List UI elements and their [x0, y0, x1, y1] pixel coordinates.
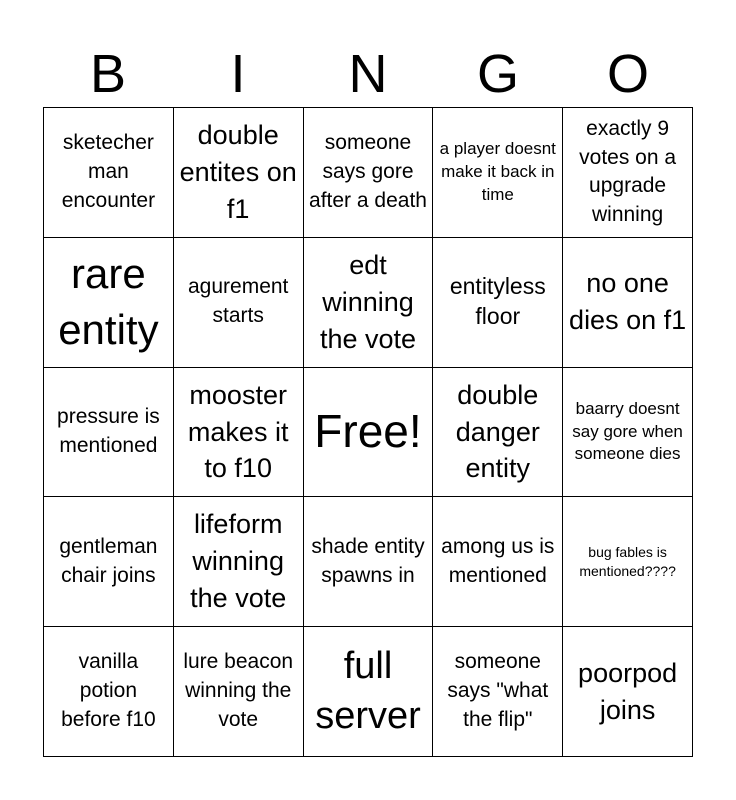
header-letter-n: N [348, 44, 388, 104]
bingo-cell[interactable] [563, 368, 693, 498]
cell-text: edt winning the vote [319, 249, 417, 354]
bingo-cell[interactable] [563, 497, 693, 627]
bingo-board [43, 107, 693, 757]
bingo-cell[interactable] [174, 627, 304, 757]
cell-text: double danger entity [455, 379, 540, 484]
cell-text: double entites on f1 [179, 119, 297, 224]
cell-text: full server [315, 645, 421, 737]
cell-text: a player doesnt make it back in time [439, 138, 556, 204]
bingo-cell[interactable] [174, 497, 304, 627]
bingo-cell[interactable] [433, 627, 563, 757]
cell-text: exactly 9 votes on a upgrade winning [579, 116, 677, 227]
cell-text: among us is mentioned [441, 535, 555, 587]
bingo-cell[interactable] [44, 108, 174, 238]
cell-text: sketecher man encounter [61, 131, 156, 212]
bingo-cell[interactable] [174, 108, 304, 238]
bingo-cell[interactable] [44, 238, 174, 368]
bingo-cell[interactable] [433, 108, 563, 238]
cell-text: entityless floor [449, 273, 546, 330]
cell-text: someone says "what the flip" [447, 650, 549, 731]
cell-text: pressure is mentioned [57, 405, 160, 457]
bingo-cell[interactable] [563, 108, 693, 238]
bingo-cell[interactable] [433, 238, 563, 368]
header-letter-i: I [230, 44, 246, 104]
cell-text: gentleman chair joins [59, 535, 158, 587]
cell-text: lifeform winning the vote [190, 509, 287, 614]
bingo-cell[interactable] [174, 368, 304, 498]
header-letter-g: G [476, 44, 519, 104]
free-space-label: Free! [314, 405, 422, 458]
cell-text: shade entity spawns in [311, 535, 425, 587]
bingo-cell[interactable] [174, 238, 304, 368]
bingo-cell[interactable] [433, 497, 563, 627]
bingo-cell[interactable] [304, 497, 434, 627]
free-space[interactable] [304, 368, 434, 498]
bingo-cell[interactable] [563, 627, 693, 757]
bingo-cell[interactable] [304, 627, 434, 757]
cell-text: poorpod joins [578, 657, 678, 725]
bingo-cell[interactable] [44, 368, 174, 498]
cell-text: rare entity [58, 249, 159, 354]
bingo-cell[interactable] [304, 238, 434, 368]
cell-text: mooster makes it to f10 [187, 379, 289, 484]
cell-text: lure beacon winning the vote [183, 650, 294, 731]
cell-text: someone says gore after a death [309, 131, 427, 212]
bingo-cell[interactable] [563, 238, 693, 368]
bingo-header [43, 40, 693, 108]
bingo-cell[interactable] [44, 497, 174, 627]
cell-text: bug fables is mentioned???? [579, 543, 676, 579]
header-letter-o: O [606, 44, 649, 104]
cell-text: baarry doesnt say gore when someone dies [572, 398, 683, 464]
bingo-cell[interactable] [433, 368, 563, 498]
header-letter-b: B [89, 44, 127, 104]
cell-text: no one dies on f1 [569, 268, 687, 336]
bingo-cell[interactable] [304, 108, 434, 238]
cell-text: agurement starts [187, 275, 289, 328]
bingo-cell[interactable] [44, 627, 174, 757]
cell-text: vanilla potion before f10 [61, 650, 156, 731]
